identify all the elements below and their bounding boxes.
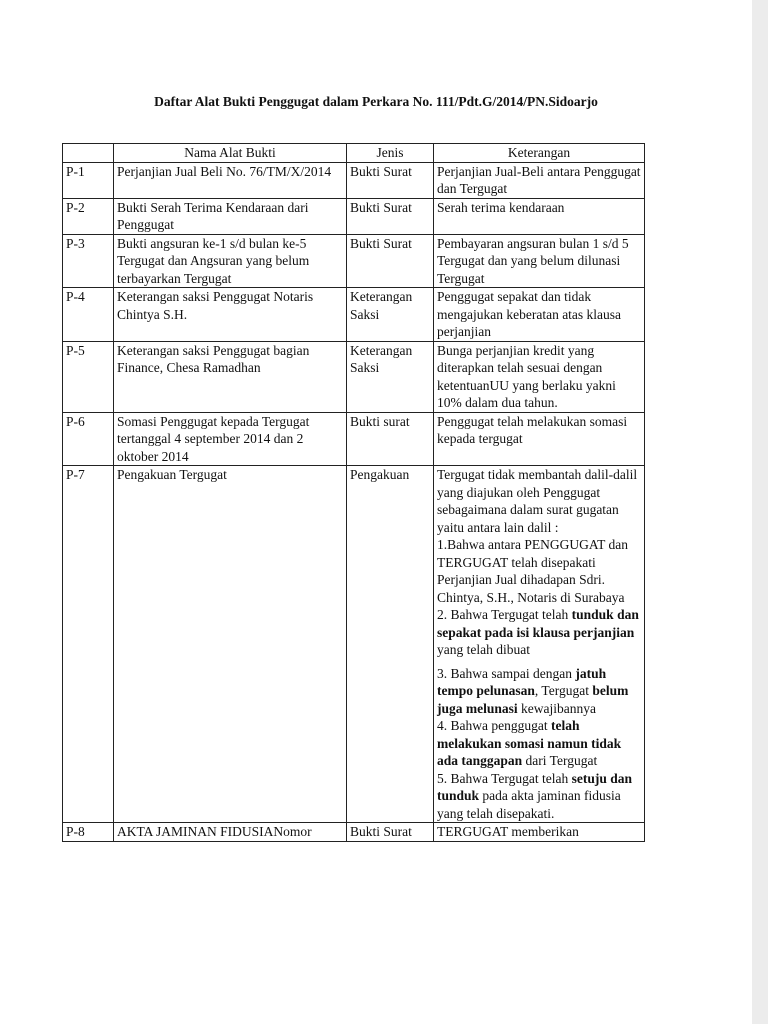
p7-item-5 — [437, 770, 641, 823]
cell-no: P-2 — [63, 198, 114, 234]
table-header-row — [63, 144, 645, 163]
cell-jenis: Bukti Surat — [347, 198, 434, 234]
cell-no: P-7 — [63, 466, 114, 823]
cell-nama: Somasi Penggugat kepada Tergugat tertanggal 4 september 2014 dan 2 oktober 2014 — [114, 412, 347, 466]
table-row — [63, 234, 645, 288]
p7-item-4-bold: telah melakukan somasi namun tidak ada tanggapan — [437, 718, 622, 768]
cell-jenis: Bukti Surat — [347, 162, 434, 198]
cell-nama: Bukti angsuran ke-1 s/d bulan ke-5 Tergugat dan Angsuran yang belum terbayarkan Tergugat — [114, 234, 347, 288]
cell-jenis: Keterangan Saksi — [347, 288, 434, 342]
table-row — [63, 341, 645, 412]
header-jenis: Jenis — [347, 144, 434, 163]
p7-item-3-c: , Tergugat — [534, 683, 593, 698]
p7-item-3 — [437, 665, 641, 718]
cell-keterangan: Bunga perjanjian kredit yang diterapkan telah sesuai dengan ketentuanUU yang berlaku yakni 10% dalam dua tahun. — [434, 341, 645, 412]
cell-keterangan: Penggugat telah melakukan somasi kepada tergugat — [434, 412, 645, 466]
cell-nama: Bukti Serah Terima Kendaraan dari Penggugat — [114, 198, 347, 234]
header-nama: Nama Alat Bukti — [114, 144, 347, 163]
table-row — [63, 823, 645, 842]
cell-keterangan: Perjanjian Jual-Beli antara Penggugat dan Tergugat — [434, 162, 645, 198]
cell-no: P-6 — [63, 412, 114, 466]
p7-item-5-bold: setuju dan tunduk — [437, 770, 633, 803]
header-keterangan: Keterangan — [434, 144, 645, 163]
p7-item-3-bold-1: jatuh tempo pelunasan — [437, 665, 607, 698]
p7-item-5-a: 5. Bahwa Tergugat telah — [437, 770, 572, 786]
cell-nama: Keterangan saksi Penggugat Notaris Chintya S.H. — [114, 288, 347, 342]
p7-item-2 — [437, 606, 641, 659]
p7-item-2-bold: tunduk dan sepakat pada isi klausa perjanjian — [437, 607, 639, 640]
cell-no: P-4 — [63, 288, 114, 342]
header-no — [63, 144, 114, 163]
evidence-table — [62, 143, 645, 842]
p7-item-4-c: dari Tergugat — [522, 753, 598, 768]
p7-item-4 — [437, 717, 641, 770]
cell-no: P-3 — [63, 234, 114, 288]
cell-keterangan-p7 — [434, 466, 645, 823]
cell-jenis: Bukti Surat — [347, 234, 434, 288]
cell-no: P-1 — [63, 162, 114, 198]
cell-keterangan: TERGUGAT memberikan — [434, 823, 645, 842]
cell-nama: AKTA JAMINAN FIDUSIANomor — [114, 823, 347, 842]
table-row — [63, 162, 645, 198]
table-row — [63, 198, 645, 234]
cell-keterangan: Serah terima kendaraan — [434, 198, 645, 234]
cell-jenis: Pengakuan — [347, 466, 434, 823]
cell-jenis: Bukti Surat — [347, 823, 434, 842]
table-row — [63, 466, 645, 823]
p7-item-3-bold-2: belum juga melunasi — [437, 683, 629, 716]
cell-nama: Perjanjian Jual Beli No. 76/TM/X/2014 — [114, 162, 347, 198]
p7-intro: Tergugat tidak membantah dalil-dalil yang diajukan oleh Penggugat sebagaimana dalam surat gugatan yaitu antara lain dalil : — [437, 467, 638, 535]
cell-no: P-5 — [63, 341, 114, 412]
cell-jenis: Bukti surat — [347, 412, 434, 466]
p7-item-5-c: pada akta jaminan fidusia yang telah disepakati. — [437, 788, 621, 821]
table-row — [63, 288, 645, 342]
p7-item-4-a: 4. Bahwa penggugat — [437, 718, 551, 733]
cell-no: P-8 — [63, 823, 114, 842]
p7-item-2-c: yang telah dibuat — [437, 642, 530, 657]
p7-item-3-a: 3. Bahwa sampai dengan — [437, 665, 576, 681]
cell-nama: Pengakuan Tergugat — [114, 466, 347, 823]
document-title: Daftar Alat Bukti Penggugat dalam Perkara No. 111/Pdt.G/2014/PN.Sidoarjo — [154, 94, 598, 109]
p7-item-1: 1.Bahwa antara PENGGUGAT dan TERGUGAT telah disepakati Perjanjian Jual dihadapan Sdri. Chintya, S.H., Notaris di Surabaya — [437, 537, 628, 605]
cell-nama: Keterangan saksi Penggugat bagian Finance, Chesa Ramadhan — [114, 341, 347, 412]
cell-keterangan: Penggugat sepakat dan tidak mengajukan keberatan atas klausa perjanjian — [434, 288, 645, 342]
cell-jenis: Keterangan Saksi — [347, 341, 434, 412]
cell-keterangan: Pembayaran angsuran bulan 1 s/d 5 Tergugat dan yang belum dilunasi Tergugat — [434, 234, 645, 288]
p7-item-2-a: 2. Bahwa Tergugat telah — [437, 607, 569, 622]
table-row — [63, 412, 645, 466]
p7-item-3-e: kewajibannya — [517, 700, 596, 716]
